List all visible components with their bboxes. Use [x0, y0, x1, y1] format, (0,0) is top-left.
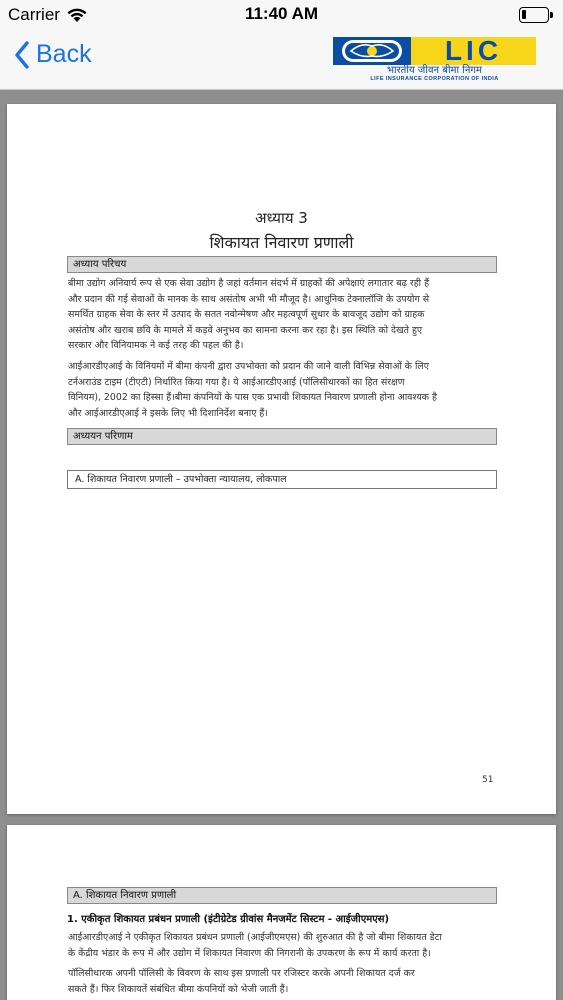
text-line: समर्थित ग्राहक सेवा के स्तर में उत्पाद के सतत नवोन्मेषण और महत्वपूर्ण सुधार के बावजूद उद्योग को ग्राहक — [68, 309, 425, 321]
status-bar — [0, 0, 563, 30]
chapter-number: अध्याय 3 — [255, 209, 308, 227]
document-page-2 — [7, 825, 556, 1000]
intro-paragraph-2 — [68, 359, 497, 421]
text-line: और प्रदान की गई सेवाओं के मानक के साथ असंतोष अभी भी मौजूद है। आधुनिक टेक्नालॉजि के उपयोग से — [68, 293, 430, 305]
sub-heading: 1. एकीकृत शिकायत प्रबंधन प्रणाली (इंटीग्रेटेड ग्रीवांस मैनजमेंट सिस्टम - आईजीएमएस) — [67, 914, 390, 925]
back-button[interactable] — [14, 40, 92, 69]
text-line: विनियम), 2002 का हिस्सा हैं।बीमा कंपनियों के पास एक प्रभावी शिकायत निवारण प्रणाली होना आवश्यक है — [68, 392, 437, 404]
text-line: आईआरडीएआई के विनियमों में बीमा कंपनी द्वारा उपभोक्ता को प्रदान की जाने वाली विभिन्न सेवाओं के लिए — [68, 361, 429, 372]
chapter-title: शिकायत निवारण प्रणाली — [209, 233, 354, 252]
intro-paragraph-1 — [68, 276, 497, 354]
text-line: बीमा उद्योग अनिवार्य रूप से एक सेवा उद्योग है जहां वर्तमान संदर्भ में ग्राहकों की अपेक्षाएं लगातार बढ़ रही हैं — [68, 278, 430, 289]
text-line: और आईआरडीएआई ने इसके लिए भी दिशानिर्देश बनाए हैं। — [68, 407, 268, 419]
lic-english-name: LIFE INSURANCE CORPORATION OF INDIA — [370, 76, 499, 82]
text-line: आईआरडीएआई ने एकीकृत शिकायत प्रबंधन प्रणाली (आईजीएमएस) की शुरुआत की है जो बीमा शिकायत डेटा — [68, 932, 442, 943]
section-paragraph-1 — [68, 930, 497, 961]
text-line: पॉलिसीधारक अपनी पॉलिसी के विवरण के साथ इस प्रणाली पर रजिस्टर करके अपनी शिकायत दर्ज कर — [68, 968, 415, 979]
text-line: सरकार और विनियामक ने कई तरह की पहल की है। — [68, 340, 244, 352]
battery-icon — [519, 7, 549, 23]
text-line: टर्नअराउंड टाइम (टीएटी) निर्धारित किया गया है। ये आईआरडीएआई (पॉलिसीधारकों का हित संरक्षण — [68, 376, 405, 388]
lic-hindi-name: भारतीय जीवन बीमा निगम — [386, 65, 483, 76]
text-line: असंतोष और खराब छवि के मामले में कड़वे अनुभव का सामना करना कर रहा है। इस स्थिति को देखते हुए — [68, 324, 423, 336]
lic-emblem-icon — [333, 37, 411, 65]
clock: 11:40 AM — [244, 4, 319, 23]
battery-level — [522, 10, 526, 19]
document-viewer[interactable] — [0, 91, 563, 1000]
lic-logo — [333, 37, 536, 83]
section-paragraph-2 — [68, 966, 497, 997]
chevron-left-icon — [14, 41, 30, 69]
lic-wordmark: LIC — [411, 37, 536, 65]
outcomes-heading: अध्ययन परिणाम — [67, 428, 497, 445]
text-line: के केंद्रीय भंडार के रूप में और उद्योग में शिकायत निवारण की निगरानी के उपकरण के रूप में कार्य करता है। — [68, 947, 431, 959]
navigation-bar — [0, 30, 563, 90]
back-label: Back — [36, 40, 92, 68]
section-heading: A. शिकायत निवारण प्रणाली — [67, 887, 497, 904]
page-number: 51 — [482, 775, 494, 785]
carrier-label: Carrier — [8, 5, 60, 24]
intro-heading: अध्याय परिचय — [67, 256, 497, 273]
document-page-1 — [7, 104, 556, 814]
outline-item: A. शिकायत निवारण प्रणाली – उपभोक्ता न्यायालय, लोकपाल — [67, 470, 497, 489]
text-line: सकते हैं। फिर शिकायतें संबंधित बीमा कंपनियों को भेजी जाती हैं। — [68, 983, 289, 995]
